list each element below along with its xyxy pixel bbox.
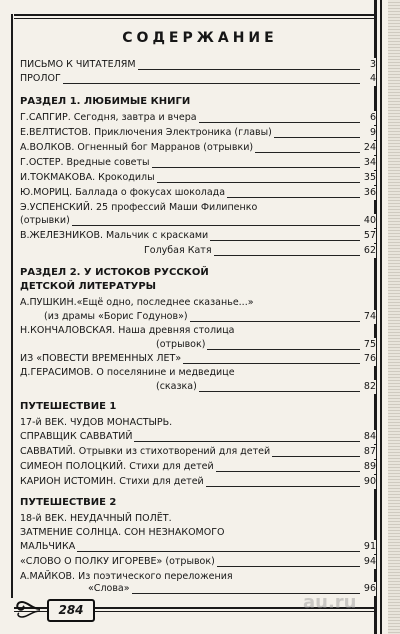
toc-entry[interactable]: «СЛОВО О ПОЛКУ ИГОРЕВЕ» (отрывок) 94 <box>20 556 376 567</box>
page-title: СОДЕРЖАНИЕ <box>122 30 278 46</box>
section-heading: ПУТЕШЕСТВИЕ 2 <box>20 497 117 508</box>
watermark: au.ru <box>303 592 357 613</box>
toc-entry[interactable]: КАРИОН ИСТОМИН. Стихи для детей 90 <box>20 476 376 487</box>
section-heading: ПУТЕШЕСТВИЕ 1 <box>20 401 117 412</box>
toc-entry[interactable]: ПИСЬМО К ЧИТАТЕЛЯМ 3 <box>20 59 376 70</box>
toc-entry[interactable]: ПРОЛОГ 4 <box>20 73 376 84</box>
toc-entry[interactable]: МАЛЬЧИКА 91 <box>20 541 376 552</box>
toc-entry[interactable]: СПРАВЩИК САВВАТИЙ 84 <box>20 431 376 442</box>
page-edge <box>388 0 400 634</box>
section-subheading: ЗАТМЕНИЕ СОЛНЦА. СОН НЕЗНАКОМОГО <box>20 527 225 538</box>
toc-entry[interactable]: Е.ВЕЛТИСТОВ. Приключения Электроника (главы) 9 <box>20 127 376 138</box>
toc-entry[interactable]: Д.ГЕРАСИМОВ. О поселянине и медведице <box>20 367 235 378</box>
toc-entry[interactable]: САВВАТИЙ. Отрывки из стихотворений для детей 87 <box>20 446 376 457</box>
toc-entry[interactable]: Г.ОСТЕР. Вредные советы 34 <box>20 157 376 168</box>
toc-entry[interactable]: (сказка) 82 <box>20 380 376 394</box>
toc-entry[interactable]: Голубая Катя 62 <box>20 244 376 258</box>
toc-entry[interactable]: Г.САПГИР. Сегодня, завтра и вчера 6 <box>20 112 376 123</box>
toc-entry[interactable]: СИМЕОН ПОЛОЦКИЙ. Стихи для детей 89 <box>20 461 376 472</box>
section-heading: РАЗДЕЛ 2. У ИСТОКОВ РУССКОЙ <box>20 267 209 278</box>
toc-entry[interactable]: А.МАЙКОВ. Из поэтического переложения <box>20 571 233 582</box>
toc-entry[interactable]: (из драмы «Борис Годунов») 74 <box>20 310 376 324</box>
section-subheading: 17-й ВЕК. ЧУДОВ МОНАСТЫРЬ. <box>20 417 173 428</box>
toc-entry[interactable]: А.ПУШКИН.«Ещё одно, последнее сказанье...» <box>20 297 254 308</box>
toc-entry[interactable]: Ю.МОРИЦ. Баллада о фокусах шоколада 36 <box>20 187 376 198</box>
toc-entry[interactable]: Э.УСПЕНСКИЙ. 25 профессий Маши Филипенко <box>20 202 258 213</box>
page-number: 284 <box>47 599 95 622</box>
toc-entry[interactable]: А.ВОЛКОВ. Огненный бог Марранов (отрывки) 24 <box>20 142 376 153</box>
section-heading-cont: ДЕТСКОЙ ЛИТЕРАТУРЫ <box>20 281 157 292</box>
toc-entry[interactable]: (отрывок) 75 <box>20 338 376 352</box>
toc-entry[interactable]: Н.КОНЧАЛОВСКАЯ. Наша древняя столица <box>20 325 235 336</box>
ornament-swirl-icon <box>14 598 42 620</box>
section-subheading: 18-й ВЕК. НЕУДАЧНЫЙ ПОЛЁТ. <box>20 513 172 524</box>
section-heading: РАЗДЕЛ 1. ЛЮБИМЫЕ КНИГИ <box>20 96 191 107</box>
top-rule <box>14 14 377 16</box>
toc-entry[interactable]: И.ТОКМАКОВА. Крокодилы 35 <box>20 172 376 183</box>
left-rule <box>11 14 13 598</box>
toc-entry[interactable]: (отрывки) 40 <box>20 215 376 226</box>
toc-entry[interactable]: ИЗ «ПОВЕСТИ ВРЕМЕННЫХ ЛЕТ» 76 <box>20 353 376 364</box>
top-rule-thin <box>14 18 377 19</box>
right-rule-thin <box>380 0 382 634</box>
toc-entry[interactable]: «Слова» 96 <box>20 582 376 596</box>
toc-entry[interactable]: В.ЖЕЛЕЗНИКОВ. Мальчик с красками 57 <box>20 230 376 241</box>
